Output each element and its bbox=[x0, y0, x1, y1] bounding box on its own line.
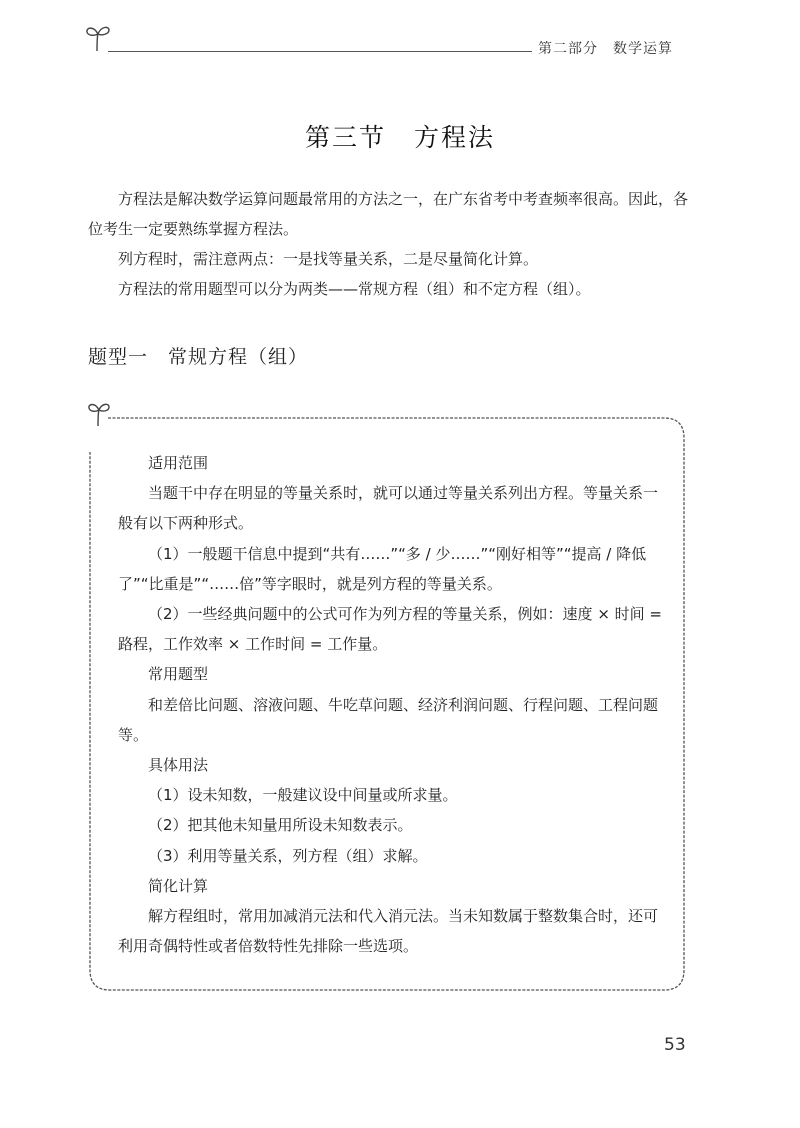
page-number: 53 bbox=[664, 1035, 686, 1055]
info-box bbox=[118, 448, 666, 961]
box-subheading: 常用题型 bbox=[148, 665, 209, 684]
box-subheading: 具体用法 bbox=[148, 756, 209, 775]
box-list-item: （1）一般题干信息中提到“共有……”“多 / 少……”“刚好相等”“提高 / 降低了”“比重是”“……倍”等字眼时，就是列方程的等量关系。 bbox=[118, 544, 647, 593]
sprout-icon bbox=[89, 404, 109, 426]
type-heading: 题型一 常规方程（组） bbox=[88, 346, 309, 368]
box-list-item: （2）把其他未知量用所设未知数表示。 bbox=[148, 816, 413, 835]
section-name: 方程法 bbox=[414, 123, 496, 152]
intro-paragraph: 方程法的常用题型可以分为两类——常规方程（组）和不定方程（组）。 bbox=[118, 280, 591, 298]
section-number: 第三节 bbox=[304, 123, 386, 152]
box-paragraph: 当题干中存在明显的等量关系时，就可以通过等量关系列出方程。等量关系一般有以下两种形式。 bbox=[118, 484, 659, 533]
box-list-item: （1）设未知数，一般建议设中间量或所求量。 bbox=[148, 786, 458, 805]
box-list-item: （3）利用等量关系，列方程（组）求解。 bbox=[148, 846, 428, 865]
box-paragraph: 解方程组时，常用加减消元法和代入消元法。当未知数属于整数集合时，还可利用奇偶特性或者倍数特性先排除一些选项。 bbox=[118, 907, 659, 956]
box-subheading: 简化计算 bbox=[148, 876, 209, 895]
intro-paragraph: 方程法是解决数学运算问题最常用的方法之一，在广东省考中考查频率很高。因此，各位考生一定要熟练掌握方程法。 bbox=[88, 190, 689, 238]
box-paragraph: 和差倍比问题、溶液问题、牛吃草问题、经济利润问题、行程问题、工程问题等。 bbox=[118, 695, 659, 744]
intro-paragraph: 列方程时，需注意两点：一是找等量关系，二是尽量简化计算。 bbox=[118, 250, 539, 268]
running-head: 第二部分 数学运算 bbox=[538, 41, 673, 57]
box-subheading: 适用范围 bbox=[148, 454, 209, 472]
box-list-item: （2）一些经典问题中的公式可作为列方程的等量关系，例如：速度 × 时间 = 路程，工作效率 × 工作时间 = 工作量。 bbox=[118, 605, 662, 654]
